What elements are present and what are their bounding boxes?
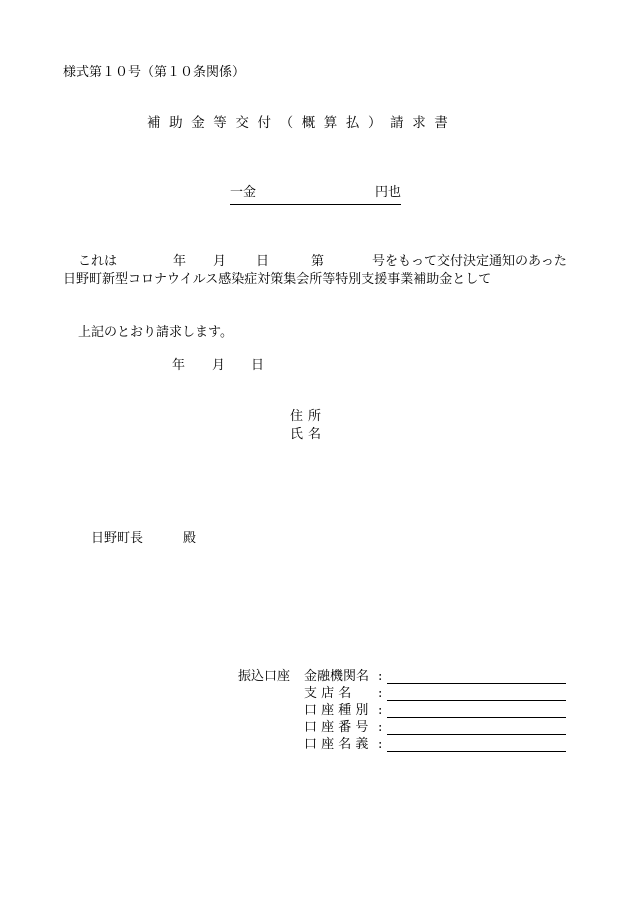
branch-name-label: 支 店 名 (304, 686, 352, 701)
bank-name-blank (387, 683, 566, 684)
date-year-label: 年 (172, 358, 186, 373)
bank-account-heading: 振込口座 (238, 669, 291, 684)
account-number-label: 口 座 番 号 (304, 720, 369, 735)
body-go-text: 号をもって交付決定通知のあった (372, 254, 567, 269)
account-type-label: 口 座 種 別 (304, 703, 369, 718)
body-intro: これは (78, 254, 118, 269)
bank-field-row (304, 738, 566, 752)
field-colon: : (378, 669, 383, 684)
account-type-blank (387, 717, 566, 718)
bank-name-label: 金融機関名 (304, 669, 370, 684)
bank-field-row (304, 687, 566, 701)
account-holder-blank (387, 751, 566, 752)
request-text: 上記のとおり請求します。 (78, 325, 233, 340)
field-colon: : (378, 703, 383, 718)
name-label: 氏名 (290, 427, 327, 442)
addressee-mayor: 日野町長 (91, 531, 144, 546)
body-month-label: 月 (213, 254, 227, 269)
document-title: 補助金等交付（概算払）請求書 (147, 115, 457, 131)
branch-name-blank (387, 700, 566, 701)
amount-line (230, 186, 401, 205)
field-colon: : (378, 686, 383, 701)
address-label: 住所 (290, 409, 327, 424)
bank-field-row (304, 704, 566, 718)
date-day-label: 日 (251, 358, 265, 373)
form-number: 様式第１０号（第１０条関係） (63, 65, 246, 80)
field-colon: : (378, 737, 383, 752)
addressee-honorific: 殿 (183, 531, 197, 546)
bank-field-row (304, 721, 566, 735)
amount-prefix: 一金 (230, 185, 257, 200)
body-year-label: 年 (173, 254, 187, 269)
amount-suffix: 円也 (374, 185, 401, 200)
date-month-label: 月 (212, 358, 226, 373)
account-number-blank (387, 734, 566, 735)
bank-field-row (304, 670, 566, 684)
field-colon: : (378, 720, 383, 735)
account-holder-label: 口 座 名 義 (304, 737, 369, 752)
body-line-2: 日野町新型コロナウイルス感染症対策集会所等特別支援事業補助金として (63, 272, 492, 287)
body-dai-label: 第 (311, 254, 325, 269)
body-day-label: 日 (256, 254, 270, 269)
